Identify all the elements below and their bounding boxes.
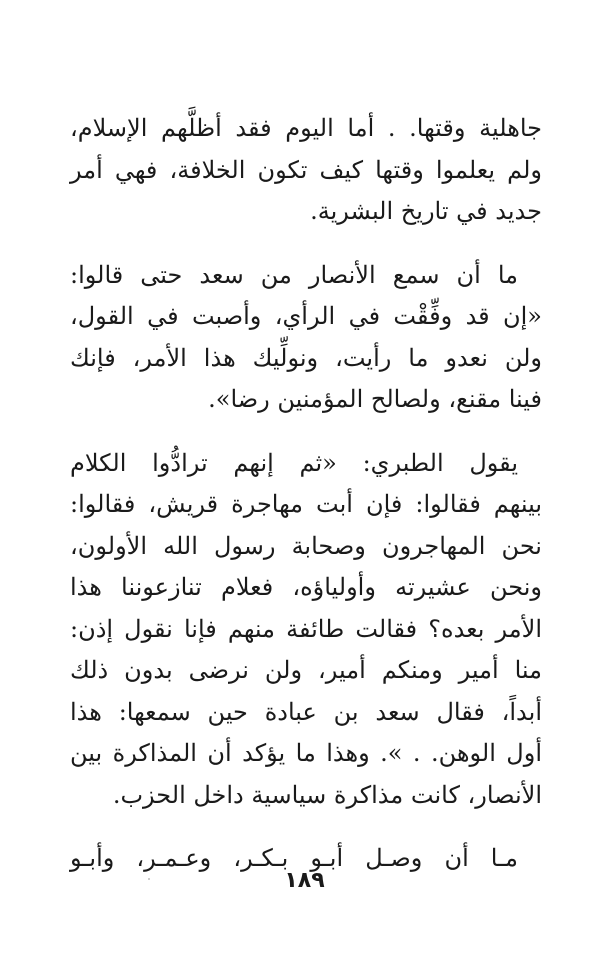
page-body xyxy=(70,108,542,880)
text-line: أول الوهن. . ». وهذا ما يؤكد أن المذاكرة بين xyxy=(70,739,542,767)
text-line: ما أن سمع الأنصار من سعد حتى قالوا: xyxy=(70,260,518,289)
text-line: جاهلية وقتها. . أما اليوم فقد أظلَّهم الإسلام، xyxy=(70,114,542,142)
text-line: الأمر بعده؟ فقالت طائفة منهم فإنا نقول إذن: xyxy=(70,614,542,643)
text-line: «إن قد وفِّقْت في الرأي، وأصبت في القول، xyxy=(70,302,542,330)
text-line: ونحن عشيرته وأولياؤه، فعلام تنازعوننا هذا xyxy=(70,573,542,601)
text-line: يقول الطبري: «ثم إنهم ترادُّوا الكلام xyxy=(70,448,518,477)
paragraph-gap xyxy=(70,233,542,255)
paragraph-1 xyxy=(70,108,542,233)
text-line: جديد في تاريخ البشرية. xyxy=(310,197,542,225)
text-line: نحن المهاجرون وصحابة رسول الله الأولون، xyxy=(70,531,542,560)
paragraph-gap xyxy=(70,816,542,838)
page-number: ١٨٩ xyxy=(284,868,325,893)
text-line: فينا مقنع، ولصالح المؤمنين رضا». xyxy=(208,385,542,413)
paragraph-3 xyxy=(70,443,542,817)
text-line: ولم يعلموا وقتها كيف تكون الخلافة، فهي أمر xyxy=(70,155,542,184)
text-line: بينهم فقالوا: فإن أبت مهاجرة قريش، فقالوا: xyxy=(70,490,542,518)
paragraph-2 xyxy=(70,255,542,421)
paragraph-gap xyxy=(70,421,542,443)
text-line: منا أمير ومنكم أمير، ولن نرضى بدون ذلك xyxy=(70,656,542,684)
text-line: أبداً، فقال سعد بن عبادة حين سمعها: هذا xyxy=(70,697,542,726)
text-line: مـا أن وصـل أبـو بـكـر، وعـمـر، وأبـو xyxy=(70,844,518,872)
text-line: ولن نعدو ما رأيت، ونولِّيك هذا الأمر، فإنك xyxy=(70,343,542,372)
text-line: الأنصار، كانت مذاكرة سياسية داخل الحزب. xyxy=(112,780,542,809)
